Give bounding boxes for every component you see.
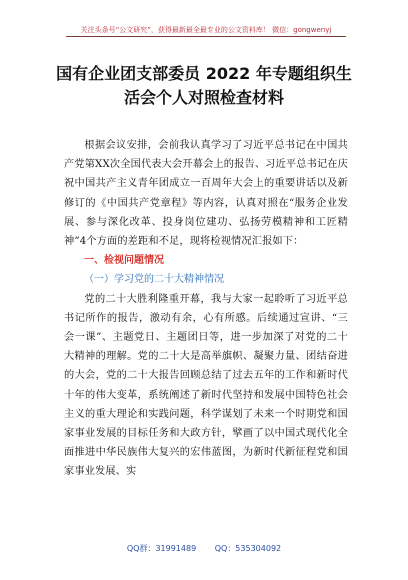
- document-title: [40, 62, 368, 110]
- intro-paragraph: 根据会议安排，会前我认真学习了习近平总书记在中国共产党第XX次全国代表大会开幕会上的报告、习近平总书记在庆祝中国共产主义青年团成立一百周年大会上的重要讲话以及新修订的《中国共产党章程》等内容，认真对照在“服务企业发展、参与深化改革、投身岗位建功、弘扬劳模精神和工匠精神”4个方面的差距和不足，现将检视情况汇报如下：: [64, 140, 348, 248]
- footer-qq-group: QQ群：31991489: [126, 544, 197, 553]
- footer-qq: QQ：535304092: [214, 544, 282, 553]
- document-body: [64, 136, 348, 482]
- section-heading-1: 一、检视问题情况: [84, 255, 164, 267]
- page-footer: [0, 543, 408, 554]
- title-line-2: 活会个人对照检查材料: [123, 88, 284, 107]
- title-line-1: 国有企业团支部委员 2022 年专题组织生: [56, 64, 352, 83]
- body-paragraph-2: 党的二十大胜利隆重开幕，我与大家一起聆听了习近平总书记所作的报告，激动有余，心有所感。后续通过宣讲、“三会一课”、主题党日、主题团日等，进一步加深了对党的二十大精神的理解。党的二十大是高举旗帜、凝聚力量、团结奋进的大会，党的二十大报告回顾总结了过去五年的工作和新时代十年的伟大变革，系统阐述了新时代坚持和发展中国特色社会主义的重大理论和实践问题，科学谋划了未来一个时期党和国家事业发展的目标任务和大政方针，擘画了以中国式现代化全面推进中华民族伟大复兴的宏伟蓝图，为新时代新征程党和国家事业发展、实: [64, 293, 348, 478]
- top-banner: 关注头条号“公文研究”，获得最新最全最专业的公文资料库！ 微信：gongwenyj: [66, 24, 346, 37]
- subsection-heading-1: （一）学习党的二十大精神情况: [84, 274, 224, 286]
